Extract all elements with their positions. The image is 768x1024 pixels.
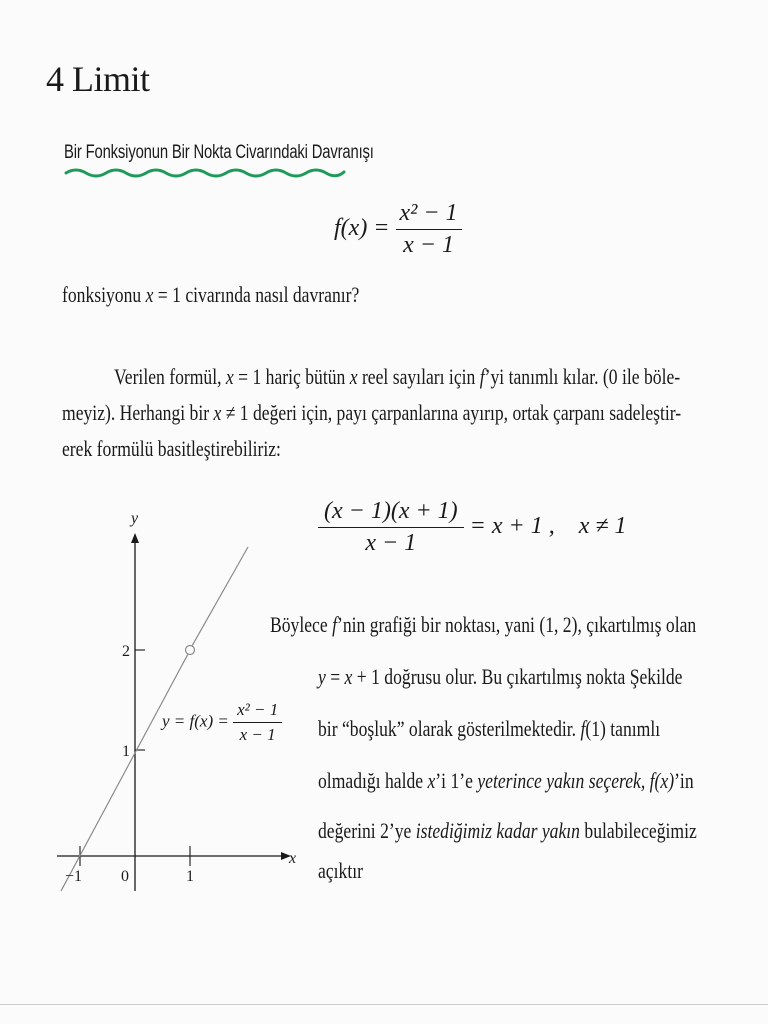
hole-point — [186, 646, 195, 655]
eq2-condition: x ≠ 1 — [578, 513, 627, 540]
curve-label-numerator: x² − 1 — [233, 700, 282, 723]
paragraph1-line1 — [114, 364, 680, 390]
tick-label-y2: 2 — [122, 643, 130, 660]
p2-l1-f: f — [332, 612, 337, 637]
section-title: Bir Fonksiyonun Bir Nokta Civarındaki Davranışı — [64, 142, 374, 163]
paragraph1-line2 — [62, 400, 681, 426]
simplification-equation — [318, 498, 627, 557]
y-axis-arrow-icon — [131, 533, 139, 543]
p2-l5-b: bulabileceğimiz — [579, 818, 697, 843]
function-definition — [334, 200, 462, 259]
eq2-numerator: (x − 1)(x + 1) — [318, 498, 464, 528]
question-line — [62, 282, 359, 308]
eq2-rhs: = x + 1 , — [469, 513, 555, 540]
p1-l1-a: Verilen formül, — [114, 364, 226, 389]
q-x: x — [145, 282, 154, 307]
p1-l2-x: x — [213, 400, 222, 425]
p2-l4-x: x — [427, 768, 436, 793]
q-a: fonksiyonu — [62, 282, 146, 307]
p2-l4-em: yeterince yakın seçerek, — [477, 768, 646, 793]
p1-l1-x1: x — [225, 364, 234, 389]
p1-l1-x2: x — [349, 364, 358, 389]
p2-l2-y: y — [318, 664, 326, 689]
paragraph2-line3 — [318, 716, 660, 742]
p1-l2-b: ≠ 1 değeri için, payı çarpanlarına ayırıp, ortak çarpanı sadeleştir- — [221, 400, 682, 425]
p1-l2-a: meyiz). Herhangi bir — [62, 400, 214, 425]
eq2-denominator: x − 1 — [365, 530, 417, 556]
section-title-underline — [64, 166, 346, 180]
p2-l2-x: x — [344, 664, 353, 689]
paragraph2-line1 — [270, 612, 696, 638]
tick-label-neg1: −1 — [65, 868, 83, 885]
eq1-lhs: f(x) = — [334, 215, 390, 242]
eq1-numerator: x² − 1 — [396, 200, 462, 230]
p2-l1-b: ’nin grafiği bir noktası, yani (1, 2), çıkartılmış olan — [336, 612, 697, 637]
chapter-title: 4 Limit — [46, 59, 150, 99]
paragraph2-line5 — [318, 818, 697, 844]
p2-l3-a: bir “boşluk” olarak gösterilmektedir. — [318, 716, 581, 741]
p2-l4-a: olmadığı halde — [318, 768, 428, 793]
p2-l1-a: Böylece — [270, 612, 333, 637]
graph-curve-label — [162, 700, 282, 745]
p2-l4-b: ’i 1’e — [435, 768, 478, 793]
page-bottom-edge — [0, 1004, 768, 1005]
paragraph2-line2 — [318, 664, 682, 690]
tick-label-1: 1 — [186, 868, 194, 885]
y-axis-label: y — [131, 510, 139, 527]
tick-label-y1: 1 — [122, 743, 130, 760]
eq1-fraction — [396, 200, 462, 259]
tick-label-0: 0 — [121, 868, 129, 885]
curve-label-lhs: y = f(x) = — [162, 711, 229, 731]
curve-label-fraction — [233, 700, 282, 745]
p2-l5-a: değerini 2’ye — [318, 818, 416, 843]
line-upper — [192, 547, 248, 646]
paragraph2-line4 — [318, 768, 694, 794]
eq1-denominator: x − 1 — [403, 232, 454, 258]
p1-l1-f: f — [479, 364, 485, 389]
p2-l2-b: + 1 doğrusu olur. Bu çıkartılmış nokta Şekilde — [352, 664, 683, 689]
p1-l1-d: ’yi tanımlı kılar. (0 ile böle- — [484, 364, 681, 389]
paragraph2-line6: açıktır — [318, 858, 363, 883]
x-axis-label: x — [289, 850, 297, 867]
p1-l1-b: = 1 hariç bütün — [233, 364, 350, 389]
p2-l5-em: istediğimiz kadar yakın — [415, 818, 580, 843]
eq2-fraction — [318, 498, 464, 557]
p2-l3-b: (1) tanımlı — [585, 716, 661, 741]
p1-l1-c: reel sayıları için — [357, 364, 480, 389]
curve-label-denominator: x − 1 — [239, 725, 276, 744]
p2-l3-f: f — [580, 716, 586, 741]
p2-l4-fx: f(x) — [645, 768, 675, 793]
paragraph1-line3: erek formülü basitleştirebiliriz: — [62, 436, 281, 461]
q-b: = 1 civarında nasıl davranır? — [153, 282, 360, 307]
p2-l4-c: ’in — [674, 768, 694, 793]
p2-l2-a: = — [325, 664, 345, 689]
